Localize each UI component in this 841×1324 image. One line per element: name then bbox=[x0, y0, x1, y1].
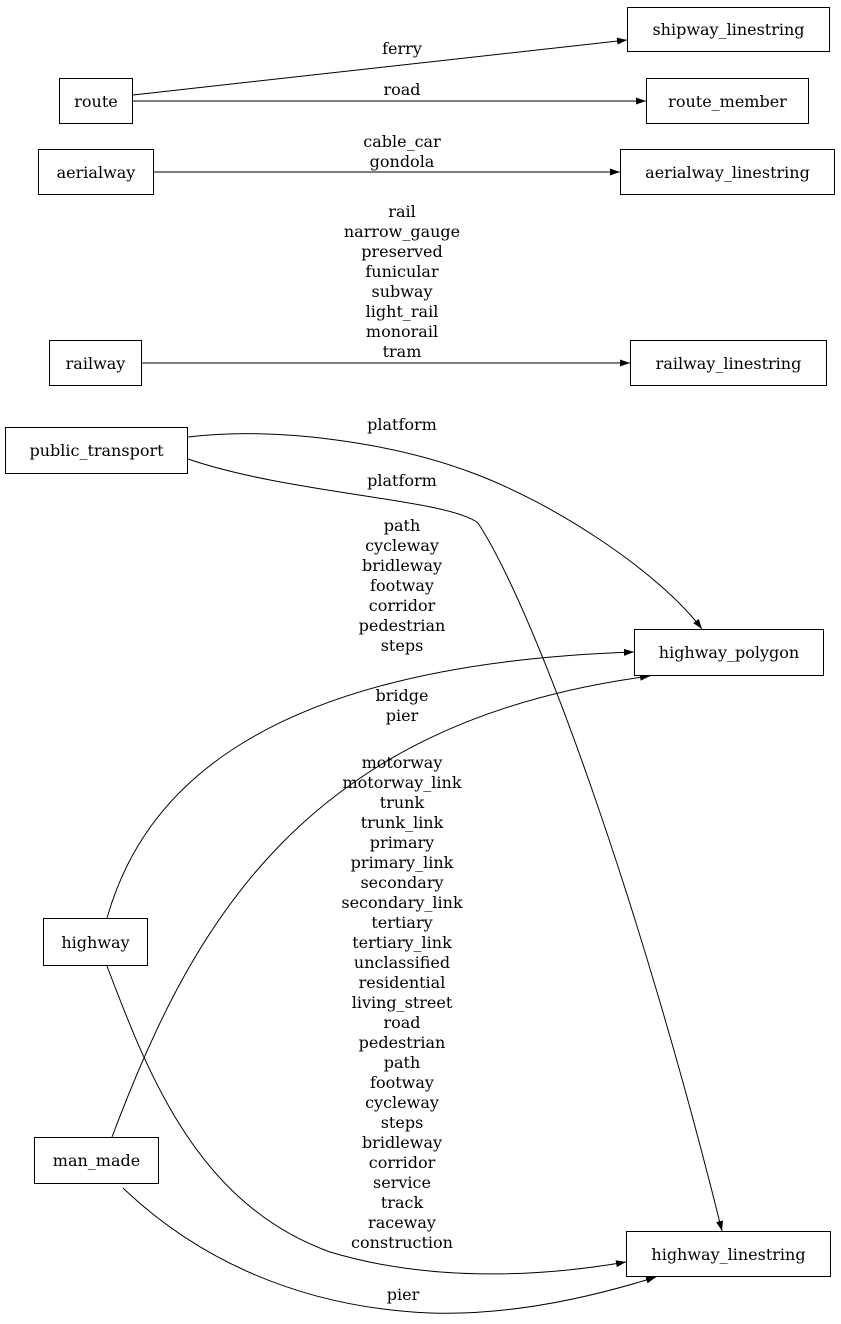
node-label: route_member bbox=[668, 91, 787, 111]
edge-label-railway-to-railway_linestring bbox=[344, 202, 460, 362]
edge-label-route-to-shipway_linestring bbox=[382, 39, 422, 59]
edge-label-line: preserved bbox=[361, 242, 443, 261]
edge-label-line: bridleway bbox=[361, 1133, 443, 1152]
edge-label-line: unclassified bbox=[353, 953, 451, 972]
edge-label-public_transport-to-highway_linestring bbox=[367, 471, 437, 491]
edge-label-line: living_street bbox=[351, 993, 453, 1012]
node-railway_linestring bbox=[630, 340, 827, 386]
edge-label-line: road bbox=[383, 80, 421, 99]
edge-label-line: platform bbox=[367, 415, 437, 434]
edge-label-line: motorway_link bbox=[342, 773, 462, 792]
edge-label-line: platform bbox=[367, 471, 437, 490]
node-highway bbox=[43, 918, 148, 966]
node-label: highway_polygon bbox=[658, 643, 800, 662]
edge-label-line: bridge bbox=[375, 686, 429, 705]
node-label: route bbox=[74, 91, 118, 111]
edge-label-man_made-to-highway_linestring bbox=[387, 1285, 419, 1305]
edge-label-line: ferry bbox=[382, 39, 422, 58]
node-label: railway bbox=[65, 353, 126, 373]
edge-label-line: pier bbox=[385, 706, 419, 725]
node-label: railway_linestring bbox=[655, 353, 802, 373]
edge-label-line: primary bbox=[369, 833, 435, 852]
node-shipway_linestring bbox=[627, 7, 830, 52]
edge-label-line: steps bbox=[380, 636, 424, 655]
edge-label-public_transport-to-highway_polygon bbox=[367, 415, 437, 435]
edge-label-line: rail bbox=[388, 202, 416, 221]
edge-label-highway-to-highway_polygon bbox=[359, 516, 446, 656]
edge-label-line: footway bbox=[370, 576, 434, 595]
edge-label-line: gondola bbox=[369, 152, 435, 171]
edge-label-line: subway bbox=[371, 282, 433, 301]
edge-label-line: secondary_link bbox=[341, 893, 463, 912]
edge-label-line: trunk_link bbox=[360, 813, 444, 832]
edge-label-line: path bbox=[383, 1053, 421, 1072]
edge-label-line: track bbox=[380, 1193, 424, 1212]
node-label: highway bbox=[61, 932, 130, 952]
node-label: aerialway bbox=[56, 162, 136, 182]
node-highway_linestring bbox=[626, 1231, 831, 1277]
node-aerialway_linestring bbox=[620, 149, 835, 195]
edge-label-line: pedestrian bbox=[358, 616, 446, 635]
edge-label-aerialway-to-aerialway_linestring bbox=[363, 132, 440, 172]
edge-label-line: bridleway bbox=[361, 556, 443, 575]
node-public_transport bbox=[5, 427, 188, 474]
edge-label-route-to-route_member bbox=[383, 80, 420, 100]
edge-label-line: corridor bbox=[368, 596, 436, 615]
node-label: highway_linestring bbox=[651, 1244, 806, 1264]
edge-label-line: cable_car bbox=[363, 132, 441, 151]
edge-route-to-shipway_linestring bbox=[133, 40, 627, 95]
edge-label-line: tram bbox=[382, 342, 422, 361]
edge-label-line: monorail bbox=[365, 322, 439, 341]
edge-label-line: pier bbox=[386, 1285, 420, 1304]
edge-label-line: light_rail bbox=[365, 302, 439, 321]
edge-label-highway-to-highway_linestring bbox=[341, 753, 462, 1253]
edge-label-line: primary_link bbox=[350, 853, 454, 872]
edge-label-line: raceway bbox=[368, 1213, 436, 1232]
edge-label-line: construction bbox=[351, 1233, 453, 1252]
node-label: man_made bbox=[52, 1151, 141, 1170]
node-label: shipway_linestring bbox=[652, 20, 805, 39]
edge-label-line: motorway bbox=[361, 753, 443, 772]
edge-label-line: tertiary bbox=[371, 913, 433, 932]
edge-label-line: cycleway bbox=[365, 536, 439, 555]
edge-label-line: path bbox=[383, 516, 421, 535]
node-man_made bbox=[34, 1137, 159, 1184]
edge-label-line: narrow_gauge bbox=[343, 222, 461, 241]
edge-label-line: trunk bbox=[379, 793, 425, 812]
node-railway bbox=[49, 340, 142, 386]
edge-label-line: footway bbox=[370, 1073, 434, 1092]
edge-label-line: service bbox=[373, 1173, 431, 1192]
edge-label-line: tertiary_link bbox=[352, 933, 452, 952]
node-label: public_transport bbox=[29, 441, 164, 460]
edge-label-man_made-to-highway_polygon bbox=[376, 686, 429, 726]
node-aerialway bbox=[38, 149, 154, 195]
edge-label-line: road bbox=[383, 1013, 421, 1032]
edge-label-line: secondary bbox=[360, 873, 444, 892]
edge-label-line: steps bbox=[380, 1113, 424, 1132]
edge-label-line: residential bbox=[358, 973, 446, 992]
edge-label-line: funicular bbox=[365, 262, 439, 281]
edge-label-line: pedestrian bbox=[358, 1033, 446, 1052]
edge-label-line: corridor bbox=[368, 1153, 436, 1172]
node-route_member bbox=[646, 78, 809, 124]
edge-label-line: cycleway bbox=[365, 1093, 439, 1112]
node-highway_polygon bbox=[634, 629, 824, 676]
node-route bbox=[59, 78, 133, 124]
node-label: aerialway_linestring bbox=[645, 162, 810, 182]
